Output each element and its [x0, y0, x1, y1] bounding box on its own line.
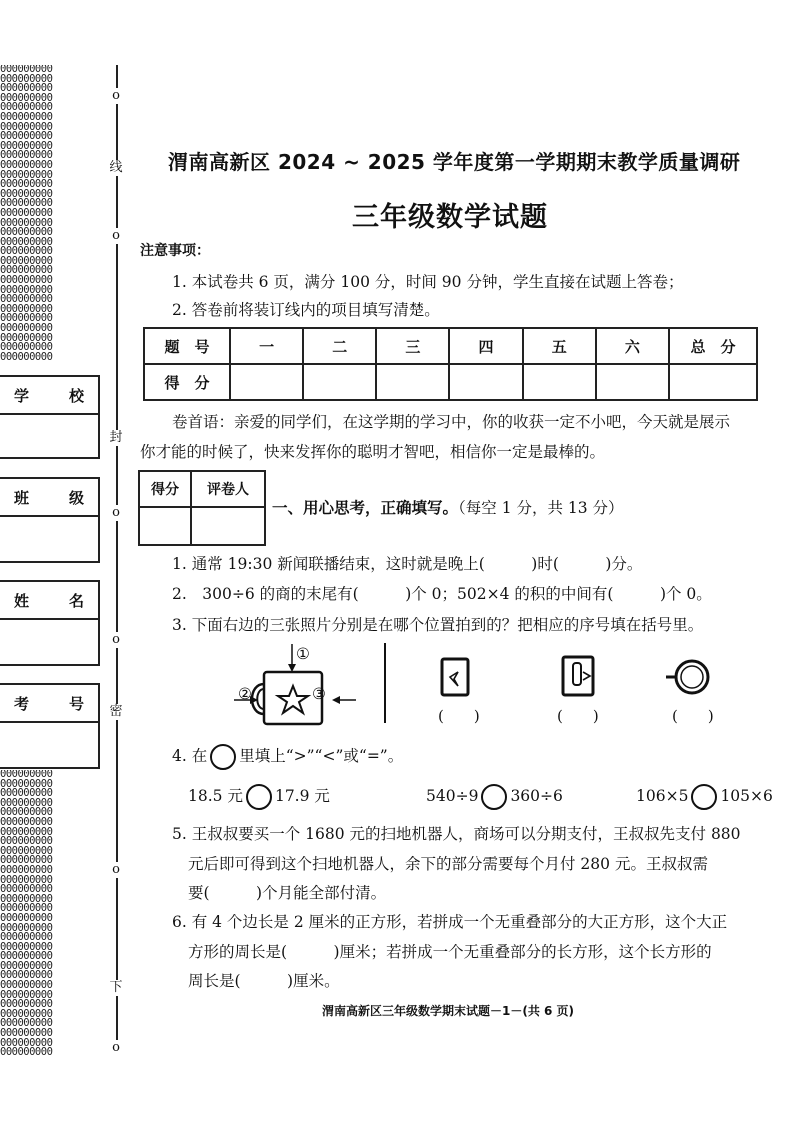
score-header-4: 四 — [449, 328, 522, 364]
exam-number-label-a: 考 — [14, 694, 30, 713]
compare-1-right: 17.9 元 — [274, 787, 330, 805]
binding-dots-top: 000000000 000000000 000000000 000000000 000000000 000000000 000000000 000000000 000000000 000000000 000000000 000000000 000000000 000000000 000000000 000000000 000000000 000000000 000000000 000000000 000000000 000000000 000000000 000000000 000000000 000000000 000000000 000000000 000000000 000000000 000000000 — [0, 65, 53, 360]
photo-a — [436, 655, 472, 699]
question-6-line-1: 6. 有 4 个边长是 2 厘米的正方形，若拼成一个无重叠部分的大正方形，这个大正 — [172, 913, 728, 931]
preface-line-1: 卷首语：亲爱的同学们，在这学期的学习中，你的收获一定不小吧，今天就是展示 — [172, 413, 731, 431]
grader-reviewer-label: 评卷人 — [191, 471, 265, 507]
compare-3-left: 106×5 — [636, 787, 689, 805]
compare-1-left: 18.5 元 — [188, 787, 243, 805]
compare-2-left: 540÷9 — [426, 787, 479, 805]
question-4-prefix: 4. 在 — [172, 747, 208, 765]
view-label-3: ③ — [312, 685, 326, 703]
question-5-line-2: 元后即可得到这个扫地机器人，余下的部分需要每个月付 280 元。王叔叔需 — [188, 855, 708, 873]
score-header-6: 六 — [596, 328, 669, 364]
question-1: 1. 通常 19:30 新闻联播结束，这时就是晚上( )时( )分。 — [172, 555, 643, 573]
binding-circle: o — [108, 228, 124, 244]
notice-item-2: 2. 答卷前将装订线内的项目填写清楚。 — [172, 301, 440, 319]
score-header-label: 题 号 — [144, 328, 230, 364]
school-label-b: 校 — [68, 386, 84, 405]
exam-title: 渭南高新区 2024 ~ 2025 学年度第一学期期末教学质量调研 — [168, 150, 741, 174]
class-label-b: 级 — [68, 488, 84, 507]
photo-b — [557, 652, 601, 700]
question-4-suffix: 里填上“>”“<”或“=”。 — [239, 747, 404, 765]
question-5-line-3: 要( )个月能全部付清。 — [188, 884, 387, 902]
school-field[interactable] — [0, 375, 100, 459]
view-label-1: ① — [296, 645, 310, 663]
binding-line — [116, 65, 118, 1055]
score-cell[interactable] — [230, 364, 303, 400]
compare-item-2 — [426, 784, 563, 810]
photo-c-answer[interactable]: ( ) — [672, 707, 714, 725]
question-6-line-2: 方形的周长是( )厘米；若拼成一个无重叠部分的长方形，这个长方形的 — [188, 943, 712, 961]
compare-1-circle[interactable] — [246, 784, 272, 810]
question-2: 2. 300÷6 的商的末尾有( )个 0；502×4 的积的中间有( )个 0。 — [172, 585, 712, 603]
compare-circle-icon — [210, 744, 236, 770]
binding-dots-bottom: 000000000 000000000 000000000 000000000 000000000 000000000 000000000 000000000 000000000 000000000 000000000 000000000 000000000 000000000 000000000 000000000 000000000 000000000 000000000 000000000 000000000 000000000 000000000 000000000 000000000 000000000 000000000 000000000 000000000 000000000 — [0, 770, 53, 1059]
photo-b-answer[interactable]: ( ) — [557, 707, 599, 725]
section1-note: （每空 1 分，共 13 分） — [458, 499, 624, 517]
notice-heading: 注意事项： — [140, 243, 210, 259]
score-header-total: 总 分 — [669, 328, 757, 364]
section1-header — [272, 496, 624, 518]
compare-3-right: 105×6 — [720, 787, 773, 805]
class-label-a: 班 — [14, 488, 30, 507]
binding-mark-mi: 密 — [109, 704, 123, 719]
score-cell[interactable] — [523, 364, 596, 400]
grader-score-cell[interactable] — [139, 507, 191, 545]
score-cell[interactable] — [303, 364, 376, 400]
compare-2-right: 360÷6 — [510, 787, 563, 805]
class-field[interactable] — [0, 477, 100, 563]
page-footer: 渭南高新区三年级数学期末试题－1－(共 6 页) — [322, 1004, 575, 1018]
score-header-2: 二 — [303, 328, 376, 364]
binding-mark-xia: 下 — [109, 980, 123, 995]
exam-number-label-b: 号 — [68, 694, 84, 713]
name-field[interactable] — [0, 580, 100, 666]
score-cell-total[interactable] — [669, 364, 757, 400]
binding-circle: o — [108, 505, 124, 521]
compare-2-circle[interactable] — [481, 784, 507, 810]
question-6-line-3: 周长是( )厘米。 — [188, 972, 340, 990]
divider — [384, 643, 386, 723]
photo-a-answer[interactable]: ( ) — [438, 707, 480, 725]
binding-circle: o — [108, 88, 124, 104]
score-cell[interactable] — [449, 364, 522, 400]
grader-reviewer-cell[interactable] — [191, 507, 265, 545]
score-header-5: 五 — [523, 328, 596, 364]
compare-item-3 — [636, 784, 773, 810]
question-3: 3. 下面右边的三张照片分别是在哪个位置拍到的？把相应的序号填在括号里。 — [172, 616, 704, 634]
score-header-3: 三 — [376, 328, 449, 364]
binding-mark-xian: 线 — [109, 160, 123, 175]
score-cell[interactable] — [596, 364, 669, 400]
score-row-label: 得 分 — [144, 364, 230, 400]
view-label-2: ② — [238, 685, 252, 703]
compare-item-1 — [188, 784, 330, 810]
binding-circle: o — [108, 1040, 124, 1056]
question-5-line-1: 5. 王叔叔要买一个 1680 元的扫地机器人，商场可以分期支付，王叔叔先支付 880 — [172, 825, 741, 843]
exam-number-field[interactable] — [0, 683, 100, 769]
section1-title: 一、用心思考，正确填写。 — [272, 499, 459, 517]
grader-score-label: 得分 — [139, 471, 191, 507]
preface-line-2: 你才能的时候了，快来发挥你的聪明才智吧，相信你一定是最棒的。 — [140, 443, 606, 461]
score-table — [143, 327, 758, 401]
score-header-1: 一 — [230, 328, 303, 364]
school-label-a: 学 — [14, 386, 30, 405]
binding-circle: o — [108, 632, 124, 648]
notice-item-1: 1. 本试卷共 6 页，满分 100 分，时间 90 分钟，学生直接在试题上答卷； — [172, 273, 684, 291]
photo-c — [664, 655, 714, 699]
exam-subtitle: 三年级数学试题 — [352, 202, 548, 233]
grader-table — [138, 470, 266, 546]
score-cell[interactable] — [376, 364, 449, 400]
name-label-a: 姓 — [14, 591, 30, 610]
name-label-b: 名 — [68, 591, 84, 610]
binding-circle: o — [108, 862, 124, 878]
compare-3-circle[interactable] — [691, 784, 717, 810]
binding-mark-feng: 封 — [109, 430, 123, 445]
question-4 — [172, 744, 403, 770]
